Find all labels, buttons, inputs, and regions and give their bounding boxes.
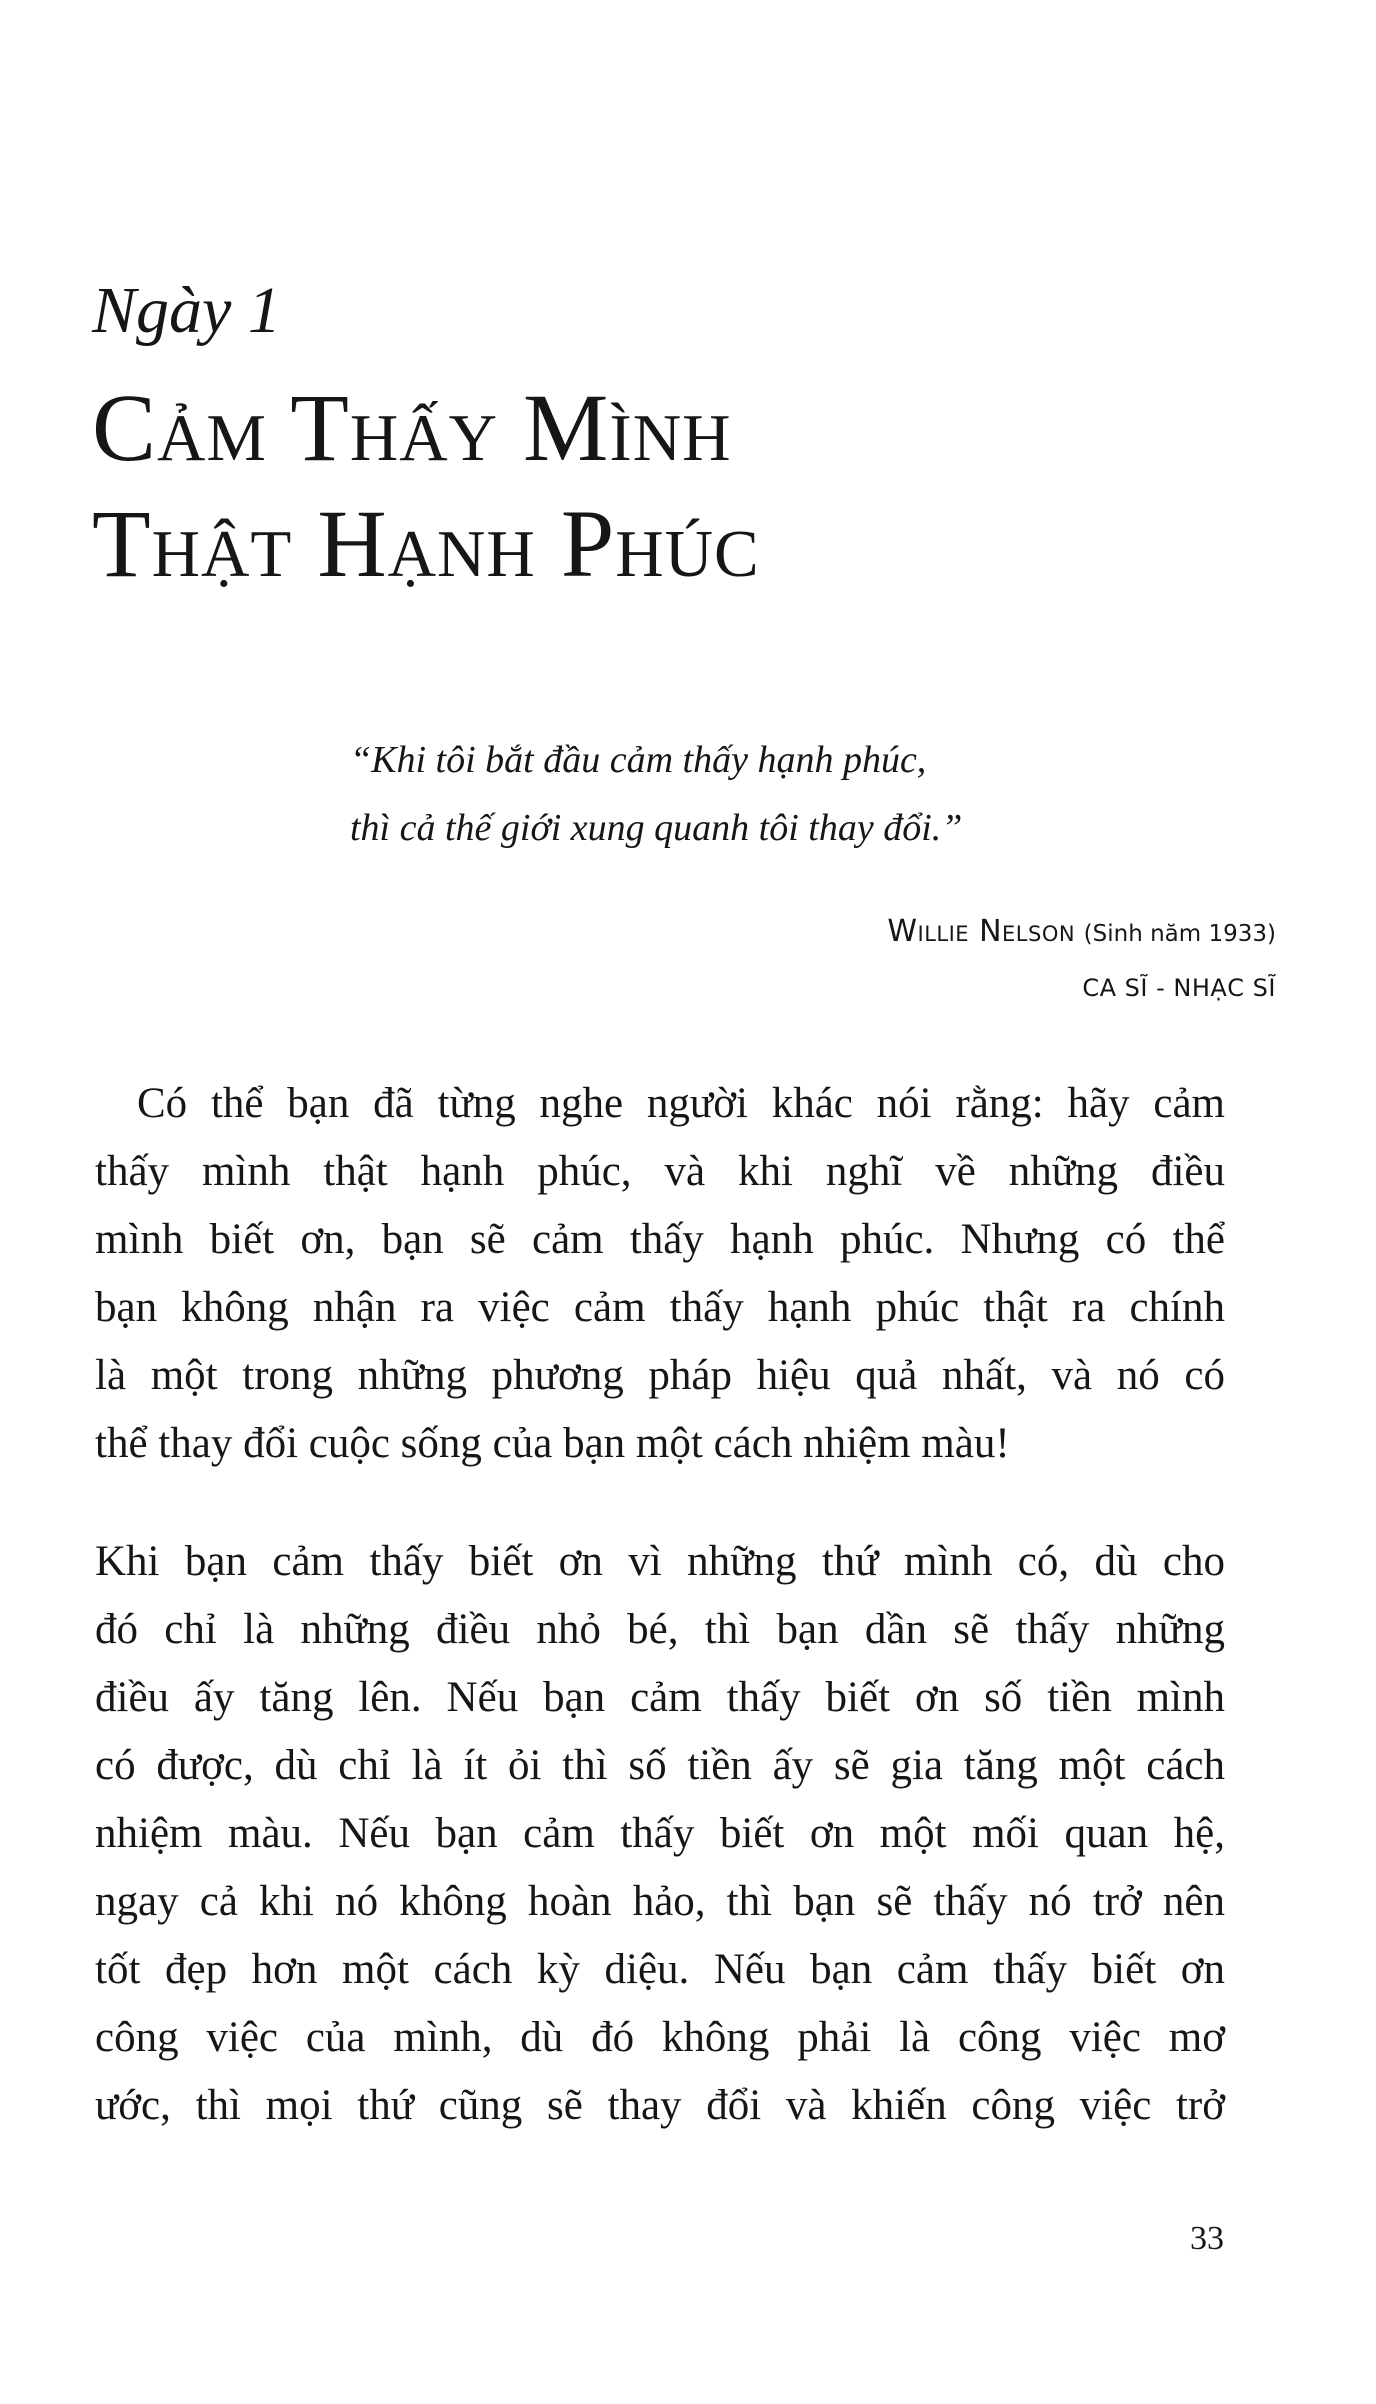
paragraph-line: tốt đẹp hơn một cách kỳ diệu. Nếu bạn cảm thấy biết ơn: [95, 1946, 1225, 1993]
chapter-title-line-1: Cảm Thấy Mình: [92, 374, 732, 481]
paragraph-1: [95, 1070, 1225, 1478]
paragraph-line: Có thể bạn đã từng nghe người khác nói rằng: hãy cảm: [137, 1080, 1225, 1127]
paragraph-line: thể thay đổi cuộc sống của bạn một cách nhiệm màu!: [95, 1420, 1010, 1467]
paragraph-line: là một trong những phương pháp hiệu quả nhất, và nó có: [95, 1352, 1225, 1399]
chapter-title-line-2: Thật Hạnh Phúc: [92, 490, 760, 597]
paragraph-line: đó chỉ là những điều nhỏ bé, thì bạn dần sẽ thấy những: [95, 1606, 1225, 1653]
paragraph-line: ngay cả khi nó không hoàn hảo, thì bạn sẽ thấy nó trở nên: [95, 1878, 1225, 1925]
paragraph-line: nhiệm màu. Nếu bạn cảm thấy biết ơn một mối quan hệ,: [95, 1810, 1225, 1857]
paragraph-line: có được, dù chỉ là ít ỏi thì số tiền ấy sẽ gia tăng một cách: [95, 1742, 1225, 1789]
attribution-author: Willie Nelson: [887, 914, 1076, 949]
paragraph-line: công việc của mình, dù đó không phải là công việc mơ: [95, 2014, 1225, 2061]
paragraph-line: Khi bạn cảm thấy biết ơn vì những thứ mình có, dù cho: [95, 1538, 1225, 1585]
attribution-author-line: [887, 910, 1276, 956]
attribution-lifespan: (Sinh năm 1933): [1083, 921, 1276, 947]
paragraph-line: ước, thì mọi thứ cũng sẽ thay đổi và khiến công việc trở: [95, 2082, 1225, 2129]
epigraph-line: thì cả thế giới xung quanh tôi thay đổi.”: [350, 807, 963, 849]
paragraph-2: [95, 1528, 1225, 2140]
epigraph-quote: [350, 726, 1250, 862]
paragraph-line: mình biết ơn, bạn sẽ cảm thấy hạnh phúc. Nhưng có thể: [95, 1216, 1225, 1263]
chapter-label: Ngày 1: [92, 274, 281, 347]
paragraph-line: bạn không nhận ra việc cảm thấy hạnh phúc thật ra chính: [95, 1284, 1225, 1331]
page-number: 33: [1190, 2220, 1224, 2257]
attribution-role: CA SĨ - NHẠC SĨ: [1082, 974, 1276, 1002]
epigraph-line: “Khi tôi bắt đầu cảm thấy hạnh phúc,: [350, 739, 927, 781]
paragraph-line: thấy mình thật hạnh phúc, và khi nghĩ về những điều: [95, 1148, 1225, 1195]
paragraph-line: điều ấy tăng lên. Nếu bạn cảm thấy biết ơn số tiền mình: [95, 1674, 1225, 1721]
epigraph-attribution: [887, 910, 1276, 1010]
